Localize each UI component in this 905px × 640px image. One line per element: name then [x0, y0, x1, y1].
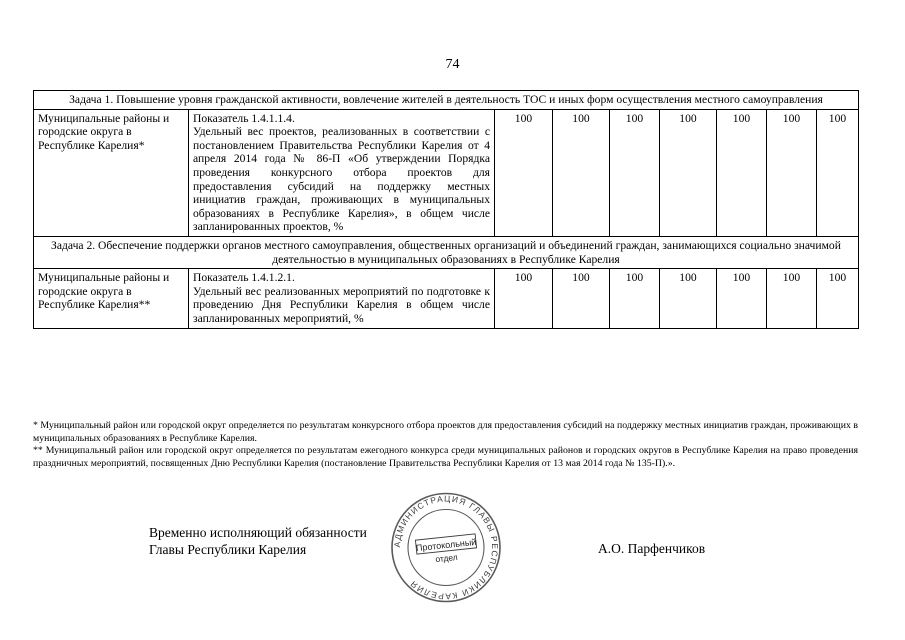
value-cell: 100 — [717, 109, 767, 236]
signatory-title — [149, 524, 367, 558]
footnotes — [33, 420, 858, 470]
table-row — [34, 269, 859, 328]
footnote-2: ** Муниципальный район или городской округ определяется по результатам ежегодного конкурса среди муниципальных районов и городских округов в Республике Карелия на право проведения праздничных мероприятий, посвященных Дню Республики Карелия (постановление Правительства Республики Карелия от 13 мая 2014 года № 135-П).». — [33, 445, 858, 469]
value-cell: 100 — [553, 109, 610, 236]
value-cell: 100 — [660, 269, 717, 328]
task-2-heading: Задача 2. Обеспечение поддержки органов местного самоуправления, общественных организаций и объединений граждан, занимающихся социально значимой деятельностью в муниципальных образованиях в Республике Карелия — [34, 236, 859, 268]
page-number: 74 — [445, 57, 460, 72]
stamp-center-line-2: отдел — [434, 551, 459, 565]
task-1-heading: Задача 1. Повышение уровня гражданской активности, вовлечение жителей в деятельность ТОС и иных форм осуществления местного самоуправления — [34, 91, 859, 110]
signatory-name: А.О. Парфенчиков — [598, 541, 706, 556]
value-cell: 100 — [660, 109, 717, 236]
indicator-text: Удельный вес реализованных мероприятий по подготовке к проведению Дня Республики Карелия в общем числе запланированных мероприятий, % — [193, 284, 490, 325]
value-cell: 100 — [817, 109, 859, 236]
value-cell: 100 — [767, 269, 817, 328]
table-row — [34, 109, 859, 236]
value-cell: 100 — [553, 269, 610, 328]
value-cell: 100 — [495, 269, 553, 328]
indicators-table — [33, 90, 859, 329]
value-cell: 100 — [717, 269, 767, 328]
signatory-title-line-2: Главы Республики Карелия — [149, 542, 307, 557]
region-cell: Муниципальные районы и городские округа в Республике Карелия* — [34, 109, 189, 236]
stamp-ring-text: АДМИНИСТРАЦИЯ ГЛАВЫ РЕСПУБЛИКИ КАРЕЛИЯ — [391, 493, 501, 602]
official-stamp — [376, 490, 516, 605]
footnote-1: * Муниципальный район или городской округ определяется по результатам конкурсного отбора проектов для предоставления субсидий на поддержку местных инициатив граждан, проживающих в муниципальных образованиях в Республике Карелия. — [33, 420, 858, 444]
value-cell: 100 — [767, 109, 817, 236]
value-cell: 100 — [610, 269, 660, 328]
value-cell: 100 — [495, 109, 553, 236]
stamp-center-line-1: Протокольный — [415, 536, 477, 554]
task-2-row — [34, 236, 859, 268]
indicator-title: Показатель 1.4.1.2.1. — [193, 271, 295, 285]
task-1-row — [34, 91, 859, 110]
value-cell: 100 — [817, 269, 859, 328]
region-cell: Муниципальные районы и городские округа в Республике Карелия** — [34, 269, 189, 328]
signatory-title-line-1: Временно исполняющий обязанности — [149, 525, 367, 540]
value-cell: 100 — [610, 109, 660, 236]
indicator-cell — [189, 109, 495, 236]
indicator-cell — [189, 269, 495, 328]
indicator-text: Удельный вес проектов, реализованных в соответствии с постановлением Правительства Республики Карелия от 4 апреля 2014 года № 86-П «Об утверждении Порядка проведения конкурсного отбора проектов для предоставления субсидий на поддержку местных инициатив граждан, проживающих в муниципальных образованиях в Республике Карелия», в общем числе запланированных проектов, % — [193, 125, 490, 234]
indicator-title: Показатель 1.4.1.1.4. — [193, 111, 295, 125]
